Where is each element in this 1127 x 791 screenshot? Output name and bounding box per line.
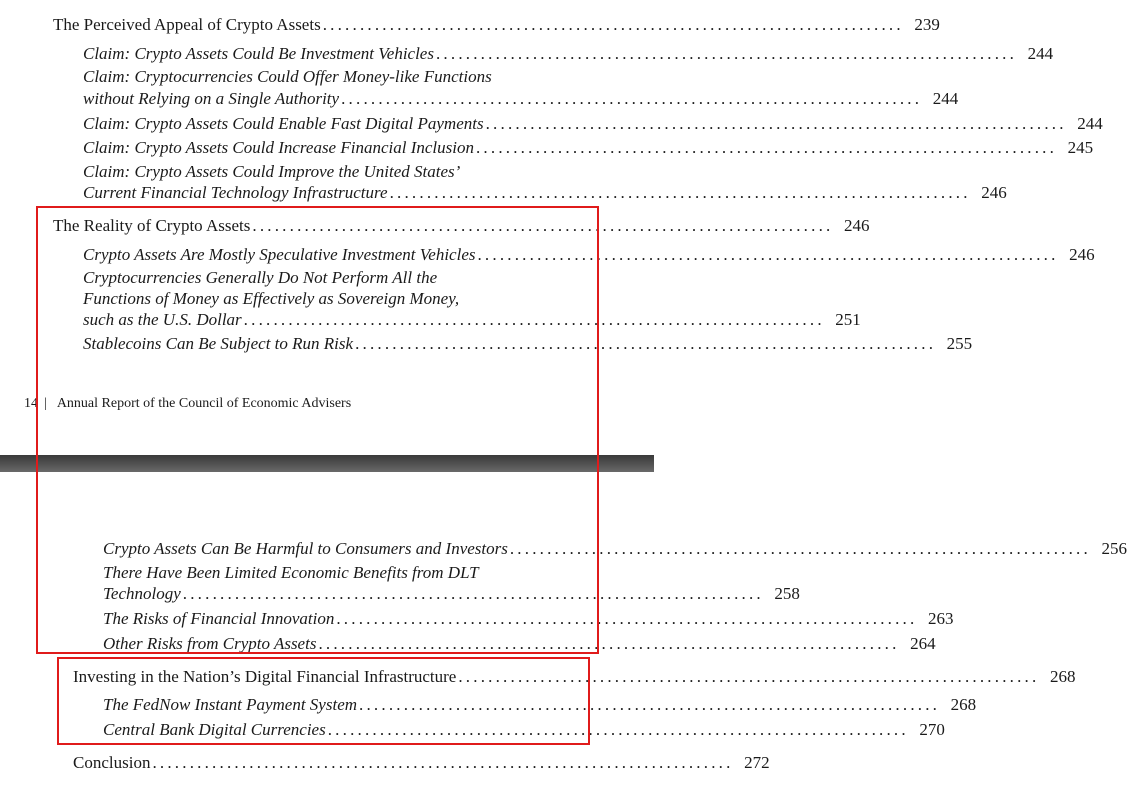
toc-entry-title: Investing in the Nation’s Digital Financial Infrastructure [73,667,457,686]
toc-entry-title-line: There Have Been Limited Economic Benefits from DLT [103,563,479,582]
toc-page-number: 263 [927,609,954,628]
toc-entry-title: Central Bank Digital Currencies [103,720,326,739]
toc-page-number: 244 [1027,44,1054,63]
toc-entry-title: The FedNow Instant Payment System [103,695,358,714]
toc-entry[interactable]: Claim: Cryptocurrencies Could Offer Money-like Functions without Relying on a Single Authority .............................................................................. 244 [83,67,959,108]
toc-entry[interactable]: Claim: Crypto Assets Could Improve the United States’ Current Financial Technology Infrastructure .............................................................................. 246 [83,162,1007,202]
page-gap [0,455,654,472]
toc-entry[interactable]: Cryptocurrencies Generally Do Not Perform All the Functions of Money as Effectively as Sovereign Money, such as the U.S. Dollar .............................................................................. 251 [83,268,861,329]
toc-entry[interactable]: Central Bank Digital Currencies .............................................................................. 270 [103,720,945,739]
toc-page-number: 255 [946,334,973,353]
toc-page-number: 246 [843,216,870,235]
toc-entry-title: Other Risks from Crypto Assets [103,634,317,653]
toc-entry-title: The Risks of Financial Innovation [103,609,335,628]
toc-entry[interactable]: Crypto Assets Are Mostly Speculative Investment Vehicles .............................................................................. 246 [83,245,1095,264]
toc-page-number: 268 [1049,667,1076,686]
toc-entry-title: Stablecoins Can Be Subject to Run Risk [83,334,354,353]
toc-entry-title-line: Claim: Cryptocurrencies Could Offer Money-like Functions [83,67,492,86]
toc-entry[interactable]: Other Risks from Crypto Assets .............................................................................. 264 [103,634,936,653]
toc-entry[interactable]: There Have Been Limited Economic Benefits from DLT Technology .............................................................................. 258 [103,563,800,603]
toc-page-number: 264 [910,634,936,653]
toc-entry-title-line: Cryptocurrencies Generally Do Not Perform All the [83,268,438,287]
toc-entry-title: such as the U.S. Dollar [83,310,242,329]
footer-page-number: 14 [24,396,38,411]
toc-entry[interactable]: Claim: Crypto Assets Could Increase Financial Inclusion .............................................................................. 245 [83,138,1094,157]
toc-entry-title-line: Claim: Crypto Assets Could Improve the United States’ [83,162,461,181]
toc-entry-title: Claim: Crypto Assets Could Enable Fast Digital Payments [83,114,484,133]
toc-page-number: 251 [835,310,861,329]
toc-entry-title: Claim: Crypto Assets Could Increase Financial Inclusion [83,138,474,157]
toc-entry[interactable]: Conclusion .............................................................................. 272 [73,753,770,772]
toc-page-number: 244 [1077,114,1103,133]
toc-entry-title: without Relying on a Single Authority [83,89,340,108]
toc-page-number: 245 [1067,138,1094,157]
toc-entry[interactable]: The Perceived Appeal of Crypto Assets .............................................................................. 239 [53,15,940,34]
toc-entry-title: Crypto Assets Are Mostly Speculative Investment Vehicles [83,245,476,264]
toc-page-number: 268 [950,695,977,714]
footer-separator: | [44,396,47,411]
toc-entry[interactable]: The Risks of Financial Innovation .............................................................................. 263 [103,609,954,628]
pdf-page-lower [0,472,1127,791]
page-footer [24,396,351,412]
toc-entry[interactable]: The FedNow Instant Payment System .............................................................................. 268 [103,695,977,714]
toc-entry-title-line: Functions of Money as Effectively as Sovereign Money, [83,289,460,308]
toc-entry-title: The Reality of Crypto Assets [53,216,251,235]
toc-entry[interactable]: Stablecoins Can Be Subject to Run Risk .............................................................................. 255 [83,334,973,353]
toc-entry-title: Conclusion [73,753,151,772]
toc-entry[interactable]: The Reality of Crypto Assets .............................................................................. 246 [53,216,870,235]
toc-page-number: 270 [919,720,945,739]
toc-entry[interactable]: Claim: Crypto Assets Could Enable Fast Digital Payments .............................................................................. 244 [83,114,1103,133]
toc-entry-title: Crypto Assets Can Be Harmful to Consumers and Investors [103,539,508,558]
toc-page-number: 256 [1101,539,1127,558]
toc-page-number: 244 [932,89,959,108]
toc-entry[interactable]: Claim: Crypto Assets Could Be Investment Vehicles .............................................................................. 244 [83,44,1054,63]
toc-page-number: 246 [981,183,1007,202]
toc-entry-title: Technology [103,584,181,603]
footer-title: Annual Report of the Council of Economic Advisers [56,396,352,411]
toc-page-number: 246 [1069,245,1095,264]
toc-page-number: 272 [744,753,770,772]
toc-page-number: 239 [914,15,940,34]
toc-entry-title: Claim: Crypto Assets Could Be Investment Vehicles [83,44,434,63]
toc-page-number: 258 [774,584,800,603]
toc-entry[interactable]: Investing in the Nation’s Digital Financial Infrastructure .............................................................................. 268 [73,667,1076,686]
toc-entry[interactable]: Crypto Assets Can Be Harmful to Consumers and Investors .............................................................................. 256 [103,539,1127,558]
toc-entry-title: Current Financial Technology Infrastructure [83,183,388,202]
toc-entry-title: The Perceived Appeal of Crypto Assets [53,15,321,34]
